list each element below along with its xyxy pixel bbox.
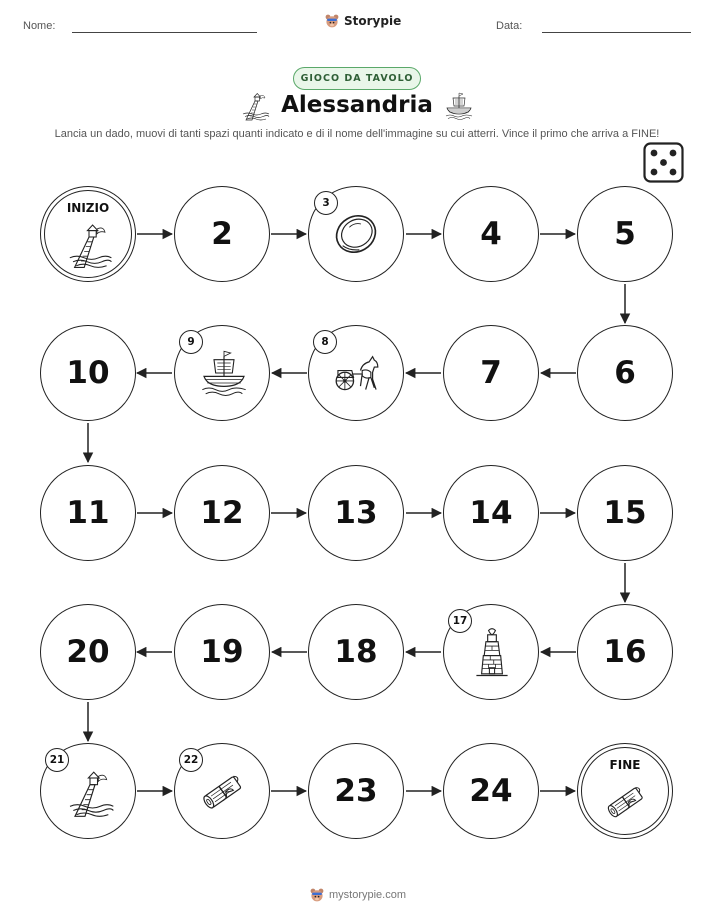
lighthouse-icon: [65, 221, 113, 269]
board-space-16[interactable]: [577, 604, 673, 700]
board-space-11[interactable]: [40, 465, 136, 561]
space-number: 23: [334, 773, 378, 809]
space-number: 12: [200, 495, 244, 531]
board-space-end[interactable]: [577, 743, 673, 839]
board-space-18[interactable]: [308, 604, 404, 700]
space-badge-17: 17: [448, 609, 472, 633]
space-number: 15: [603, 495, 647, 531]
space-number: 16: [603, 634, 647, 670]
board-space-23[interactable]: [308, 743, 404, 839]
board-space-2[interactable]: [174, 186, 270, 282]
page-title: Alessandria: [281, 92, 433, 118]
space-badge-3: 3: [314, 191, 338, 215]
space-number: 20: [66, 634, 110, 670]
space-number: 10: [66, 355, 110, 391]
coin-icon: [331, 209, 381, 259]
space-badge-9: 9: [179, 330, 203, 354]
space-number: 18: [334, 634, 378, 670]
space-number: 11: [66, 495, 110, 531]
space-badge-8: 8: [313, 330, 337, 354]
space-number: 24: [469, 773, 513, 809]
bear-icon: [309, 887, 325, 903]
board-space-14[interactable]: [443, 465, 539, 561]
date-label: Data:: [496, 20, 523, 32]
chariot-icon: [331, 348, 383, 400]
board-space-12[interactable]: [174, 465, 270, 561]
space-number: 14: [469, 495, 513, 531]
space-number: 5: [614, 216, 636, 252]
board-space-13[interactable]: [308, 465, 404, 561]
lighthouse-icon: [65, 768, 115, 818]
footer-url[interactable]: mystorypie.com: [329, 889, 407, 901]
space-number: 6: [614, 355, 636, 391]
start-label: INIZIO: [66, 201, 110, 215]
space-badge-22: 22: [179, 748, 203, 772]
space-number: 19: [200, 634, 244, 670]
end-label: FINE: [609, 758, 641, 772]
board-space-19[interactable]: [174, 604, 270, 700]
board-space-6[interactable]: [577, 325, 673, 421]
space-number: 4: [480, 216, 502, 252]
instructions: Lancia un dado, muovi di tanti spazi quanti indicato e di il nome dell'immagine su cui atterri. Vince il primo che arriva a FINE!: [54, 128, 660, 140]
board-space-24[interactable]: [443, 743, 539, 839]
scroll-icon: [602, 778, 650, 826]
brand-name: Storypie: [344, 14, 402, 28]
board-space-15[interactable]: [577, 465, 673, 561]
board-space-4[interactable]: [443, 186, 539, 282]
board-space-10[interactable]: [40, 325, 136, 421]
space-number: 13: [334, 495, 378, 531]
scroll-icon: [197, 766, 249, 818]
space-badge-21: 21: [45, 748, 69, 772]
board-space-20[interactable]: [40, 604, 136, 700]
board-space-7[interactable]: [443, 325, 539, 421]
space-number: 2: [211, 216, 233, 252]
tower-icon: [466, 625, 518, 681]
footer-brand: [309, 887, 406, 903]
board-space-start[interactable]: [40, 186, 136, 282]
space-number: 7: [480, 355, 502, 391]
name-label: Nome:: [23, 20, 56, 32]
ship-icon: [199, 348, 249, 398]
board-space-5[interactable]: [577, 186, 673, 282]
category-badge: GIOCO DA TAVOLO: [293, 67, 421, 90]
